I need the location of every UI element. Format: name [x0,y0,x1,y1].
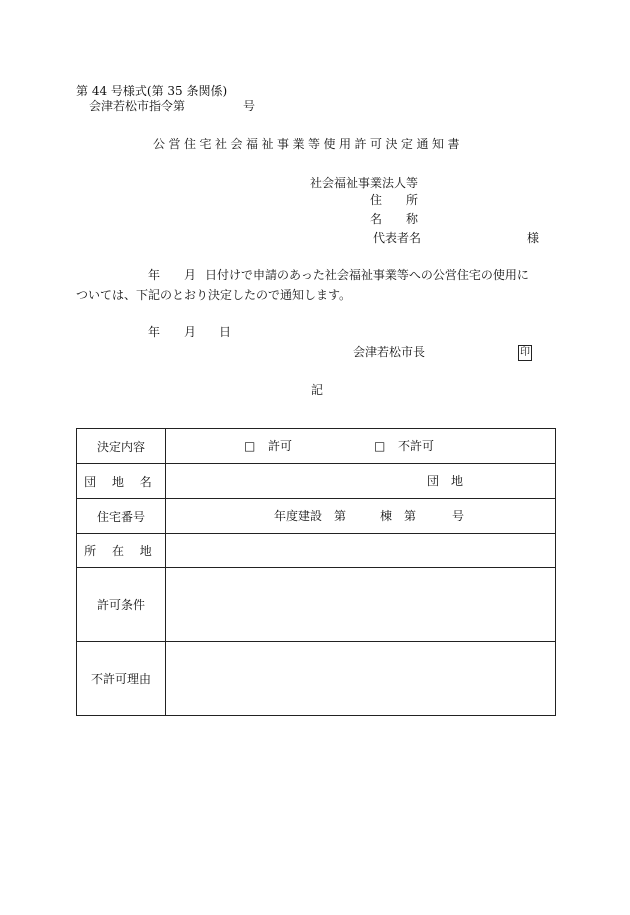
decision-cell [166,429,556,464]
body-month: 月 [184,268,197,282]
house-dai-1: 第 [334,509,347,523]
danchi-label: 団 地 名 [77,464,166,499]
row-house-number [77,499,556,534]
document-title: 公営住宅社会福祉事業等使用許可決定通知書 [153,137,464,151]
nonpermit-checkbox[interactable]: □ [374,439,386,453]
name-label: 名 称 [370,212,419,226]
reason-label: 不許可理由 [77,642,166,716]
row-reason [77,642,556,716]
location-label: 所 在 地 [77,534,166,568]
house-number-cell[interactable] [166,499,556,534]
danchi-cell[interactable] [166,464,556,499]
body-line-2: ついては、下記のとおり決定したので通知します。 [76,288,352,302]
house-dai-2: 第 [404,509,417,523]
directive-number-suffix: 号 [243,99,256,113]
seal-text: 印 [518,345,532,361]
conditions-cell[interactable] [166,568,556,642]
issuer-name: 会津若松市長 [353,345,426,359]
decision-label: 決定内容 [77,429,166,464]
nonpermit-label: 不許可 [398,439,435,453]
date-year: 年 [148,325,161,339]
row-location [77,534,556,568]
house-mune: 棟 [380,509,393,523]
house-go: 号 [452,509,465,523]
decision-table [76,428,556,716]
form-number: 第 44 号様式(第 35 条関係) [76,84,228,98]
date-day: 日 [219,325,232,339]
honorific: 様 [527,231,540,245]
conditions-label: 許可条件 [77,568,166,642]
address-label: 住 所 [370,193,419,207]
addressee-org: 社会福祉事業法人等 [310,176,419,190]
body-line-1: 日付けで申請のあった社会福祉事業等への公営住宅の使用に [205,268,529,282]
danchi-suffix: 団 地 [427,474,464,488]
permit-checkbox[interactable]: □ [244,439,256,453]
directive-number: 会津若松市指令第 [89,99,186,113]
ki-marker: 記 [311,383,324,397]
seal-mark [518,344,532,361]
row-conditions [77,568,556,642]
representative-label: 代表者名 [373,231,422,245]
reason-cell[interactable] [166,642,556,716]
body-year: 年 [148,268,161,282]
house-number-label: 住宅番号 [77,499,166,534]
date-month: 月 [184,325,197,339]
permit-label: 許可 [268,439,293,453]
row-danchi [77,464,556,499]
row-decision [77,429,556,464]
location-cell[interactable] [166,534,556,568]
house-year-built: 年度建設 [274,509,323,523]
